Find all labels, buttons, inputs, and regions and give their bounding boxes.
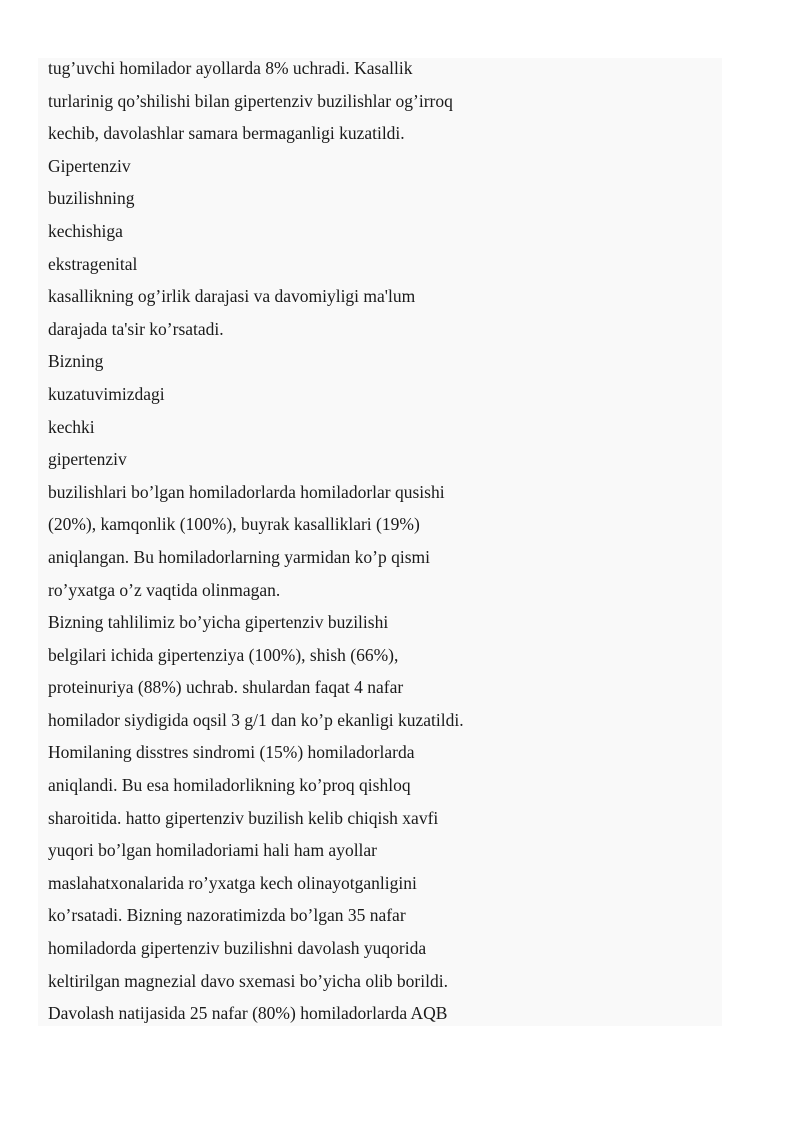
text-line: Davolash natijasida 25 nafar (80%) homiladorlarda AQB <box>48 1003 448 1024</box>
text-line: kechib, davolashlar samara bermaganligi kuzatildi. <box>48 123 405 144</box>
text-line: yuqori bo’lgan homiladoriami hali ham ayollar <box>48 840 378 861</box>
text-line: homiladorda gipertenziv buzilishni davolash yuqorida <box>48 938 427 959</box>
text-line: sharoitida. hatto gipertenziv buzilish kelib chiqish xavfi <box>48 807 439 828</box>
text-line: buzilishning <box>48 188 135 209</box>
text-line: kechishiga <box>48 220 123 241</box>
text-line: turlarinig qo’shilishi bilan gipertenziv buzilishlar og’irroq <box>48 90 453 111</box>
text-line: proteinuriya (88%) uchrab. shulardan faqat 4 nafar <box>48 677 404 698</box>
text-line: (20%), kamqonlik (100%), buyrak kasalliklari (19%) <box>48 514 420 535</box>
text-line: darajada ta'sir ko’rsatadi. <box>48 318 224 339</box>
text-line: kechki <box>48 416 95 437</box>
text-line: kuzatuvimizdagi <box>48 383 165 404</box>
text-line: keltirilgan magnezial davo sxemasi bo’yicha olib borildi. <box>48 970 448 991</box>
text-line: aniqlandi. Bu esa homiladorlikning ko’proq qishloq <box>48 775 411 796</box>
text-line: ro’yxatga o’z vaqtida olinmagan. <box>48 579 281 600</box>
text-line: ekstragenital <box>48 253 138 274</box>
text-line: kasallikning og’irlik darajasi va davomiyligi ma'lum <box>48 286 416 307</box>
text-line: Homilaning disstres sindromi (15%) homiladorlarda <box>48 742 415 763</box>
text-line: gipertenziv <box>48 449 127 470</box>
text-line: aniqlangan. Bu homiladorlarning yarmidan ko’p qismi <box>48 546 431 567</box>
document-body <box>48 52 748 1030</box>
text-line: homilador siydigida oqsil 3 g/1 dan ko’p ekanligi kuzatildi. <box>48 709 464 730</box>
text-line: buzilishlari bo’lgan homiladorlarda homiladorlar qusishi <box>48 481 445 502</box>
text-line: Bizning <box>48 351 104 372</box>
text-line: Gipertenziv <box>48 155 131 176</box>
text-line: maslahatxonalarida ro’yxatga kech olinayotganligini <box>48 872 417 893</box>
text-line: ko’rsatadi. Bizning nazoratimizda bo’lgan 35 nafar <box>48 905 406 926</box>
text-line: Bizning tahlilimiz bo’yicha gipertenziv buzilishi <box>48 612 389 633</box>
text-line: belgilari ichida gipertenziya (100%), shish (66%), <box>48 644 399 665</box>
text-line: tug’uvchi homilador ayollarda 8% uchradi. Kasallik <box>48 58 413 78</box>
